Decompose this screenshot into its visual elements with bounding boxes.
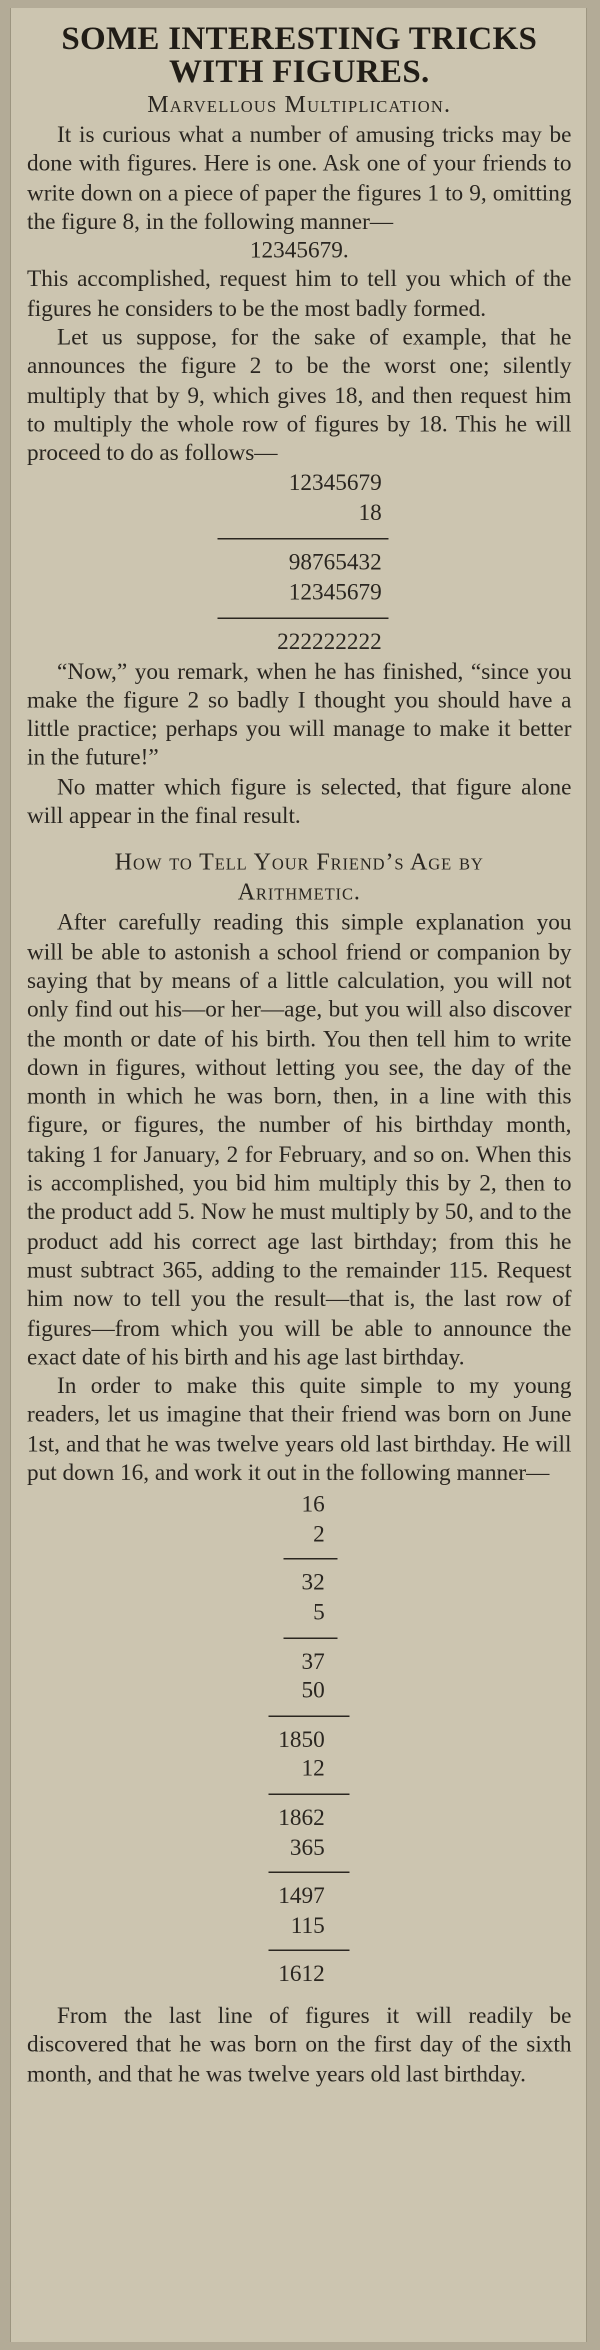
paragraph: It is curious what a number of amusing tricks may be done with figures. Here is one. Ask one of your friends to write down on a piece of paper the figures 1 to 9, omitting the figure 8, in the following manner— (27, 122, 572, 235)
paragraph: In order to make this quite simple to my young readers, let us imagine that their friend was born on June 1st, and that he was twelve years old last birthday. He will put down 16, and work it out in the following manner— (27, 1373, 572, 1486)
calc-line: 1850 (278, 1727, 325, 1753)
age-calculation (217, 1491, 382, 1990)
calc-rule (283, 1559, 337, 1561)
number-row: 12345679. (249, 238, 349, 264)
section-heading-multiplication: Marvellous Multiplication. (147, 92, 452, 118)
multiplication-calculation (187, 468, 412, 657)
calc-line: 18 (358, 499, 382, 526)
calc-line: 5 (313, 1600, 325, 1626)
calc-line: 12345679 (288, 469, 382, 496)
section-heading-line: Arithmetic. (237, 880, 361, 907)
calc-line: 16 (301, 1492, 325, 1518)
article-title: SOME INTERESTING TRICKS WITH FIGURES. (61, 19, 538, 90)
newspaper-clipping (10, 8, 587, 2342)
calc-line: 98765432 (288, 549, 382, 575)
calc-line: 12345679 (288, 579, 382, 605)
section-heading-age (27, 849, 572, 909)
paragraph: From the last line of figures it will readily be discovered that he was born on the first day of the sixth month, and that he was twelve years old last birthday. (27, 2003, 572, 2087)
paragraph: No matter which figure is selected, that figure alone will appear in the final result. (27, 774, 572, 830)
calc-rule (268, 1794, 349, 1796)
calc-line: 37 (301, 1648, 325, 1675)
calc-rule (268, 1872, 349, 1874)
calc-rule (217, 537, 388, 539)
calc-line: 2 (313, 1521, 325, 1548)
paragraph: This accomplished, request him to tell you which of the figures he considers to be the most badly formed. (27, 267, 572, 322)
calc-line: 12 (301, 1756, 325, 1783)
section-heading-line: How to Tell Your Friend’s Age by (114, 850, 484, 877)
calc-line: 32 (301, 1570, 325, 1597)
paragraph: After carefully reading this simple explanation you will be able to astonish a school friend or companion by saying that by means of a little calculation, you will not only find out his—or her—age, but you will also discover the month or date of his birth. You then tell him to write down in figures, without letting you see, the day of the month in which he was born, then, in a line with this figure, or figures, the number of his birthday month, taking 1 for January, 2 for February, and so on. When this is accomplished, you bid him multiply this by 2, then to the product add 5. Now he must multiply by 50, and to the product add his correct age last birthday; from this he must subtract 365, adding to the remainder 115. Request him now to tell you the result—that is, the last row of figures—from which you will be able to announce the exact date of his birth and his age last birthday. (27, 910, 572, 1371)
calc-line: 50 (301, 1678, 325, 1704)
calc-result: 222222222 (277, 628, 382, 655)
article (27, 19, 572, 2089)
calc-line: 115 (290, 1913, 325, 1939)
calc-line: 365 (289, 1834, 325, 1861)
calc-line: 1862 (278, 1805, 325, 1832)
calc-rule (217, 617, 388, 619)
calc-result: 1612 (278, 1962, 325, 1988)
calc-line: 1497 (278, 1883, 325, 1910)
calc-rule (283, 1637, 337, 1639)
paragraph: Let us suppose, for the sake of example, that he announces the figure 2 to be the worst one; silently multiply that by 9, which gives 18, and then request him to multiply the whole row of figures by 18. This he will proceed to do as follows— (27, 325, 572, 467)
calc-rule (268, 1950, 349, 1952)
paragraph: “Now,” you remark, when he has finished, “since you make the figure 2 so badly I thought you should have a little practice; perhaps you will manage to make it better in the future!” (27, 658, 572, 772)
calc-rule (268, 1715, 349, 1717)
